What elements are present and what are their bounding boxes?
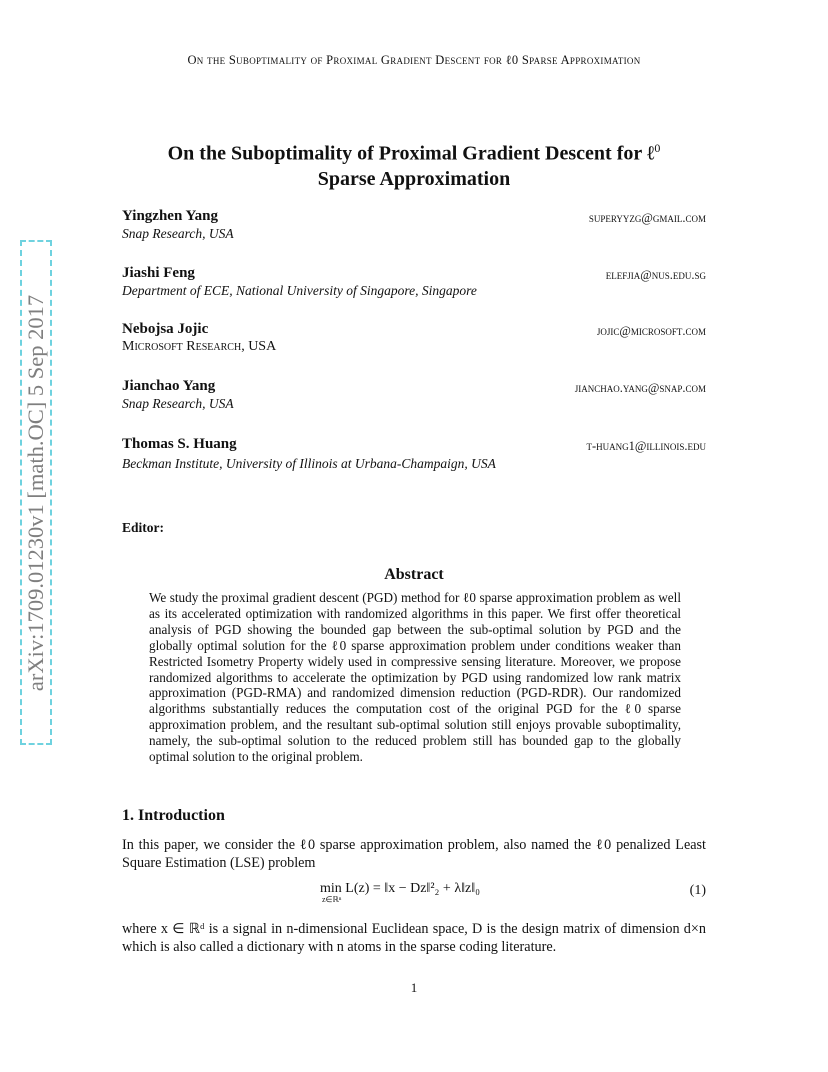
arxiv-stamp-text: arXiv:1709.01230v1 [math.OC] 5 Sep 2017 [23, 294, 48, 691]
author-name: Nebojsa Jojic [122, 321, 209, 337]
author-affiliation: Beckman Institute, University of Illinois at Urbana-Champaign, USA [122, 456, 496, 471]
intro-paragraph: where x ∈ ℝᵈ is a signal in n-dimensional Euclidean space, D is the design matrix of dimension d×n which is also called a dictionary with n atoms in the sparse coding literature. [122, 921, 706, 955]
running-head: On the Suboptimality of Proximal Gradient Descent for ℓ0 Sparse Approximation [187, 53, 641, 67]
author-affiliation: Department of ECE, National University of Singapore, Singapore [122, 283, 477, 298]
author-email[interactable]: superyyzg@gmail.com [588, 211, 706, 225]
author-affiliation: Snap Research, USA [122, 396, 234, 411]
title-superscript: 0 [654, 141, 661, 155]
author-email[interactable]: jojic@microsoft.com [596, 324, 706, 338]
author-name: Yingzhen Yang [122, 208, 218, 224]
abstract-text: We study the proximal gradient descent (PGD) method for ℓ0 sparse approximation problem as well as its accelerated optimization with randomized algorithms in this paper. We first offer theoretical analysis of PGD showing the bounded gap between the sub-optimal solution by PGD and the globally optimal solution for the ℓ0 sparse approximation problem under conditions weaker than Restricted Isometry Property widely used in compressive sensing literature. Moreover, we propose randomized algorithms to accelerate the optimization by PGD using randomized low rank matrix approximation (PGD-RMA) and randomized dimension reduction (PGD-RDR). Our randomized algorithms substantially reduces the computation cost of the original PGD for the ℓ0 sparse approximation problem, and the resultant sub-optimal solution still enjoys provable suboptimality, namely, the sub-optimal solution to the reduced problem still has bounded gap to the globally optimal solution to the original problem. [149, 590, 681, 765]
author-name: Thomas S. Huang [122, 436, 237, 452]
paper-title [100, 136, 728, 192]
page-number: 1 [410, 980, 418, 995]
author-name: Jianchao Yang [122, 378, 216, 394]
author-email[interactable]: t-huang1@illinois.edu [586, 439, 706, 453]
author-email[interactable]: elefjia@nus.edu.sg [605, 268, 706, 282]
author-email[interactable]: jianchao.yang@snap.com [574, 381, 706, 395]
section-heading: 1. Introduction [122, 807, 225, 824]
editor-label: Editor: [122, 520, 164, 535]
title-line2: Sparse Approximation [317, 167, 511, 190]
arxiv-stamp [20, 240, 52, 745]
author-name: Jiashi Feng [122, 265, 195, 281]
author-affiliation: Snap Research, USA [122, 226, 234, 241]
equation-number: (1) [689, 883, 706, 898]
equation-body: min L(z) = ‖x − Dz‖²₂ + λ‖z‖₀ [320, 881, 481, 896]
intro-paragraph: In this paper, we consider the ℓ0 sparse approximation problem, also named the ℓ0 penalized Least Square Estimation (LSE) problem [122, 837, 706, 871]
equation-subscript: z∈ℝⁿ [322, 895, 342, 904]
author-affiliation: Microsoft Research, USA [122, 339, 277, 354]
abstract-heading: Abstract [384, 566, 444, 583]
title-line1: On the Suboptimality of Proximal Gradient Descent for ℓ [167, 142, 655, 165]
equation [320, 881, 480, 904]
